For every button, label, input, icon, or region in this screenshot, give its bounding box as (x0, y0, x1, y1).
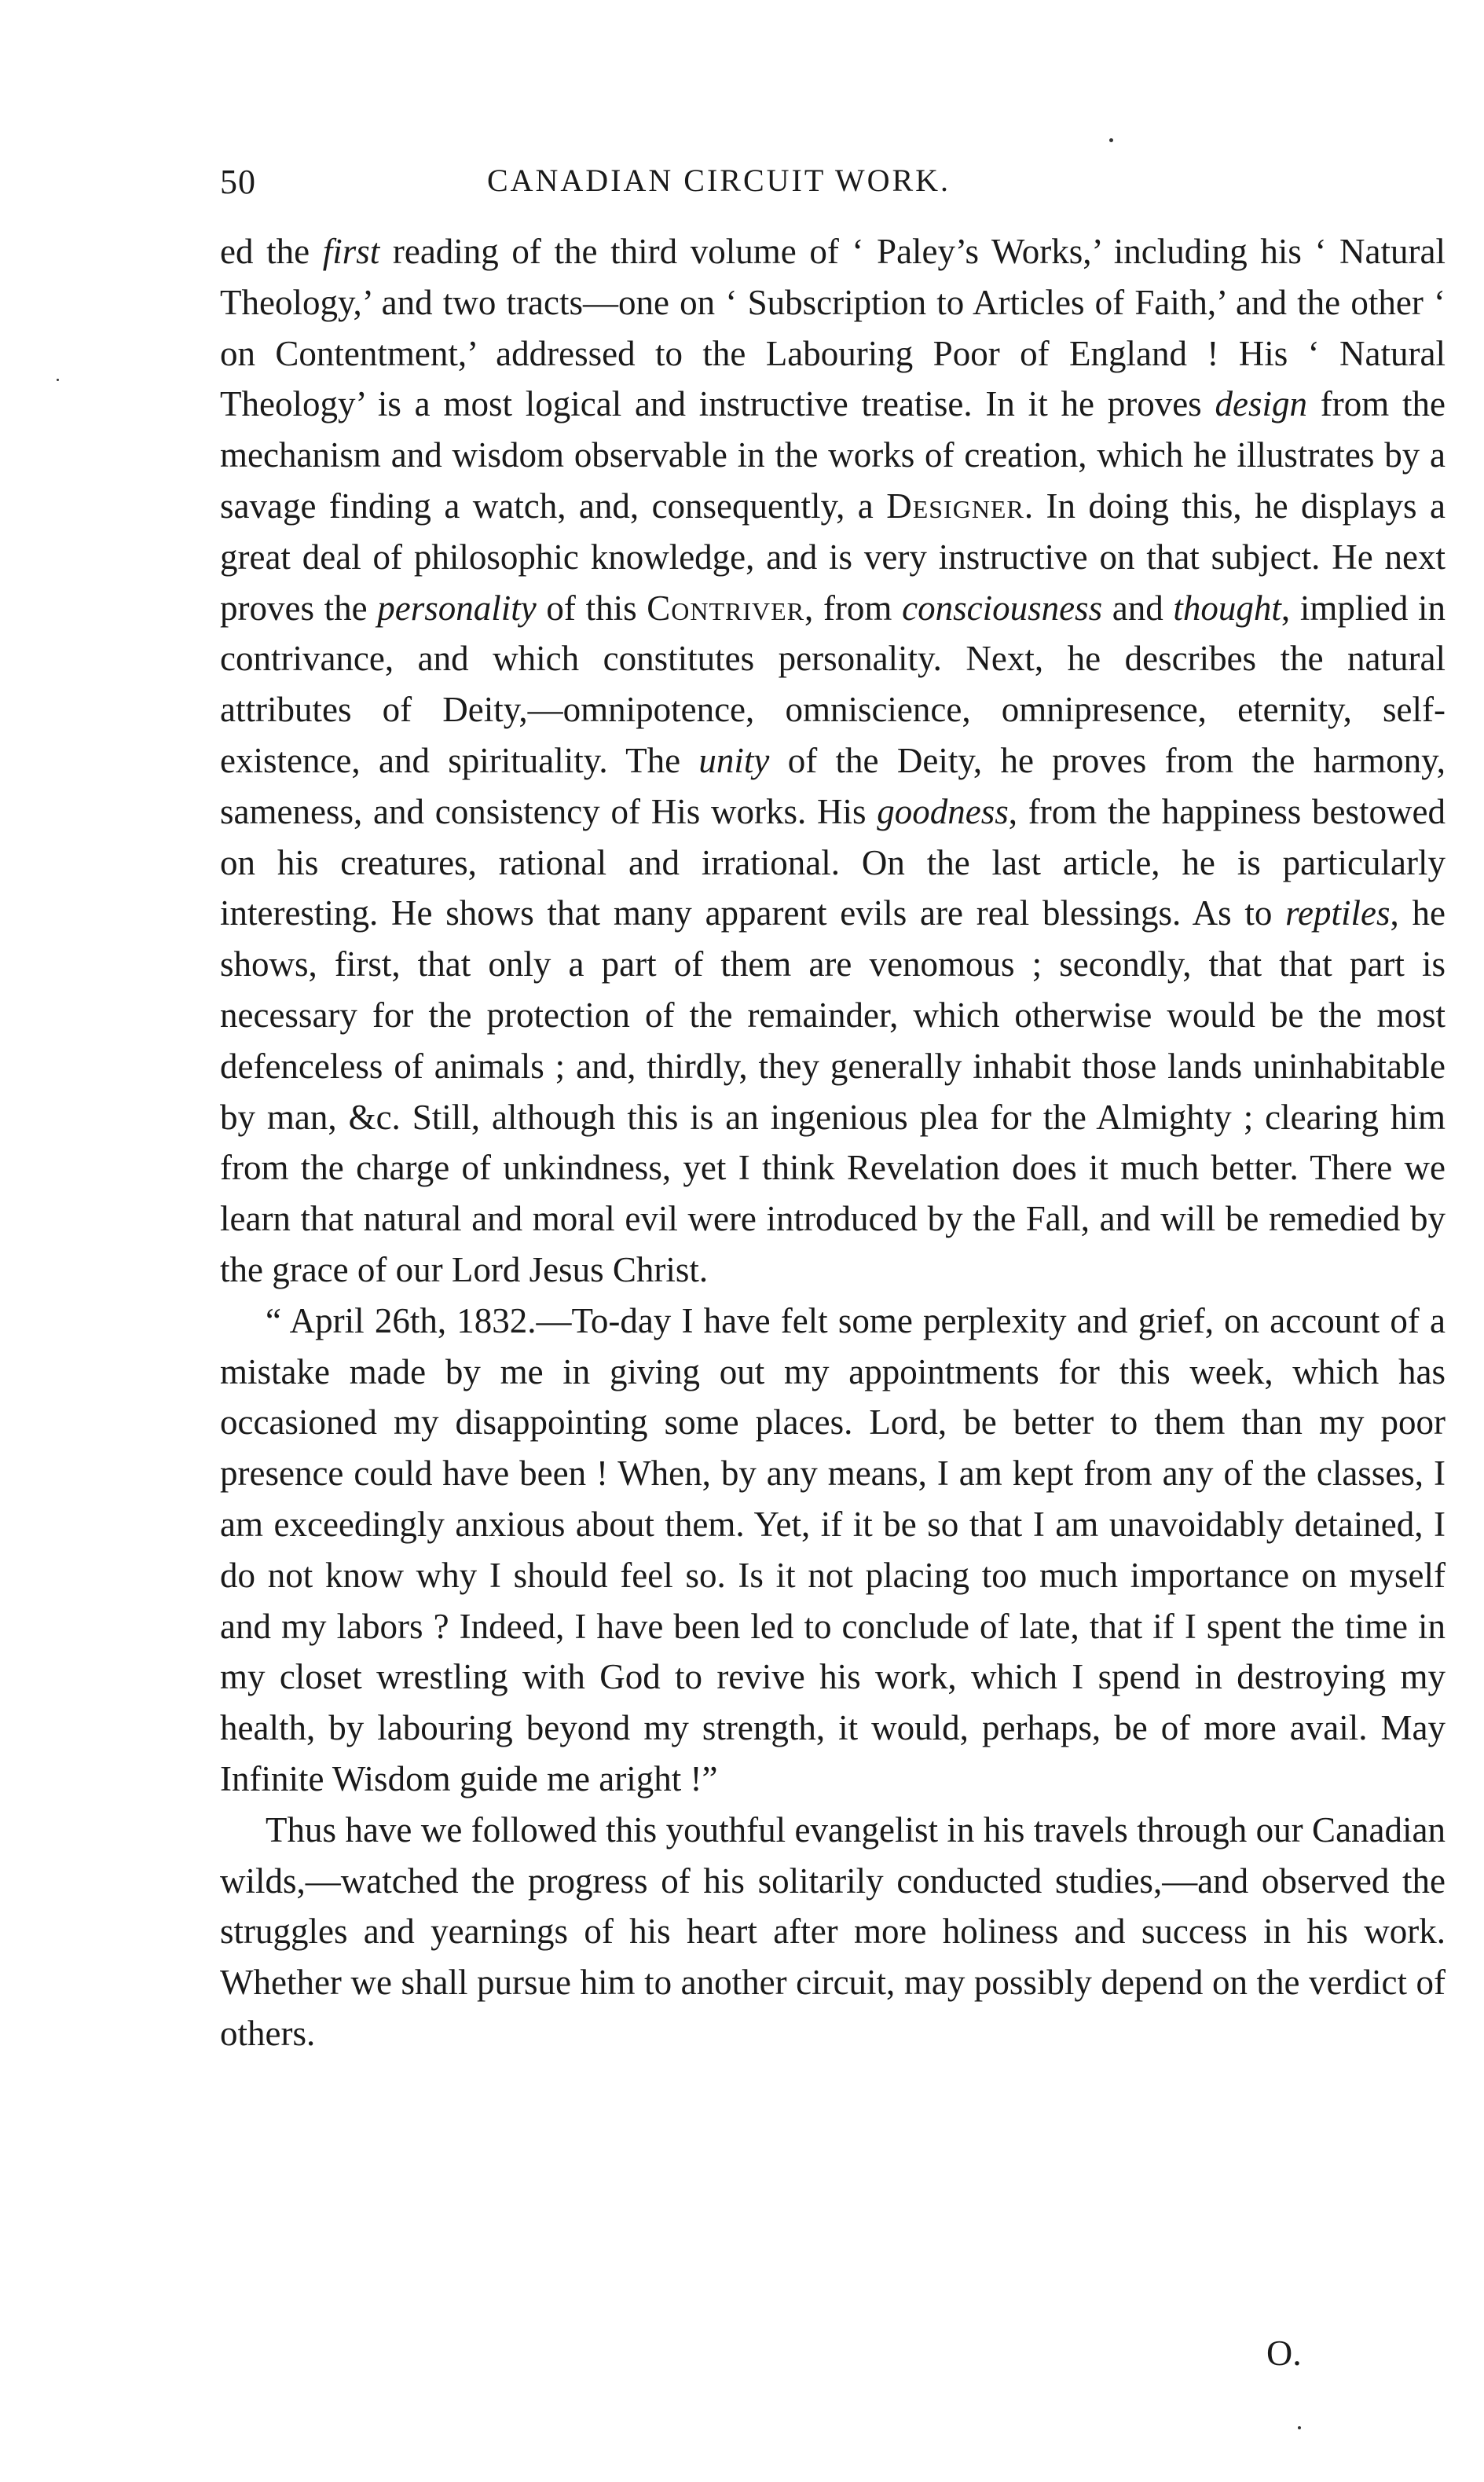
italic-phrase: unity (698, 740, 770, 780)
print-speck (1298, 2426, 1301, 2429)
text-run: of the Deity, he proves from the harmony, sameness, and consistency of His works. His (220, 740, 1446, 831)
italic-phrase: consciousness (902, 588, 1103, 628)
text-run: ed the (220, 232, 323, 271)
text-run: , he shows, first, that only a part of them are venomous ; secondly, that that part is necessary for the protection of the remainder, which otherwise would be the most defenceless of animals ; and, thirdly, they generally inhabit those lands uninhabitable by man, &c. Still, although this is an ingenious plea for the Almighty ; clearing him from the charge of unkindness, yet I think Revelation does it much better. There we learn that natural and moral evil were introduced by the Fall, and will be remedied by the grace of our Lord Jesus Christ. (220, 893, 1446, 1289)
text-run: , from the happiness bestowed on his creatures, rational and irrational. On the last article, he is particularly interesting. He shows that many apparent evils are real blessings. As to (220, 791, 1446, 933)
print-speck (1109, 138, 1113, 142)
text-run: of this (536, 588, 647, 628)
running-head: CANADIAN CIRCUIT WORK. (486, 163, 951, 198)
italic-phrase: personality (377, 588, 537, 628)
paragraph-2 (220, 1296, 1446, 1805)
italic-phrase: reptiles (1285, 893, 1391, 933)
small-caps-phrase: Designer (886, 486, 1024, 526)
italic-phrase: goodness (877, 791, 1009, 831)
page-header (220, 162, 1108, 209)
text-run: , from (804, 588, 903, 628)
text-run: Thus have we followed this youthful evangelist in his travels through our Canadian wilds,—watched the progress of his solitarily conducted studies,—and observed the struggles and yearnings of his heart after more holiness and success in his work. Whether we shall pursue him to another circuit, may possibly depend on the verdict of others. (220, 1809, 1446, 2053)
page-number: 50 (220, 163, 256, 201)
text-run: reading of the third volume of ‘ Paley’s Works,’ including his ‘ Natural Theology,’ and two tracts—one on ‘ Subscription to Articles of Faith,’ and the other ‘ on Contentment,’ addressed to the Labouring Poor of England ! His ‘ Natural Theology’ is a most logical and instructive treatise. In it he proves (220, 232, 1446, 424)
paragraph-1 (220, 226, 1446, 1296)
italic-phrase: design (1215, 384, 1307, 424)
print-speck (57, 379, 59, 381)
text-run: , implied in contrivance, and which constitutes personality. Next, he describes the natural attributes of Deity,—omnipotence, omniscience, omnipresence, eternity, self-existence, and spirituality. The (220, 588, 1446, 780)
small-caps-phrase: Contriver (647, 588, 805, 628)
text-run: from the mechanism and wisdom observable in the works of creation, which he illustrates by a savage finding a watch, and, consequently, a (220, 384, 1446, 526)
italic-phrase: first (322, 232, 380, 271)
author-signature: O. (1266, 2333, 1302, 2373)
text-run: “ April 26th, 1832.—To-day I have felt some perplexity and grief, on account of a mistake made by me in giving out my appointments for this week, which has occasioned my disappointing some places. Lord, be better to them than my poor presence could have been ! When, by any means, I am kept from any of the classes, I am exceedingly anxious about them. Yet, if it be so that I am unavoidably detained, I do not know why I should feel so. Is it not placing too much importance on myself and my labors ? Indeed, I have been led to conclude of late, that if I spent the time in my closet wrestling with God to revive his work, which I spend in destroying my health, by labouring beyond my strength, it would, perhaps, be of more avail. May Infinite Wisdom guide me aright !” (220, 1300, 1446, 1798)
text-run: and (1102, 588, 1174, 628)
italic-phrase: thought (1173, 588, 1281, 628)
paragraph-3 (220, 1805, 1446, 2059)
body-text (220, 226, 1446, 2059)
text-run: . In doing this, he displays a great deal of philosophic knowledge, and is very instructive on that subject. He next proves the (220, 486, 1446, 628)
